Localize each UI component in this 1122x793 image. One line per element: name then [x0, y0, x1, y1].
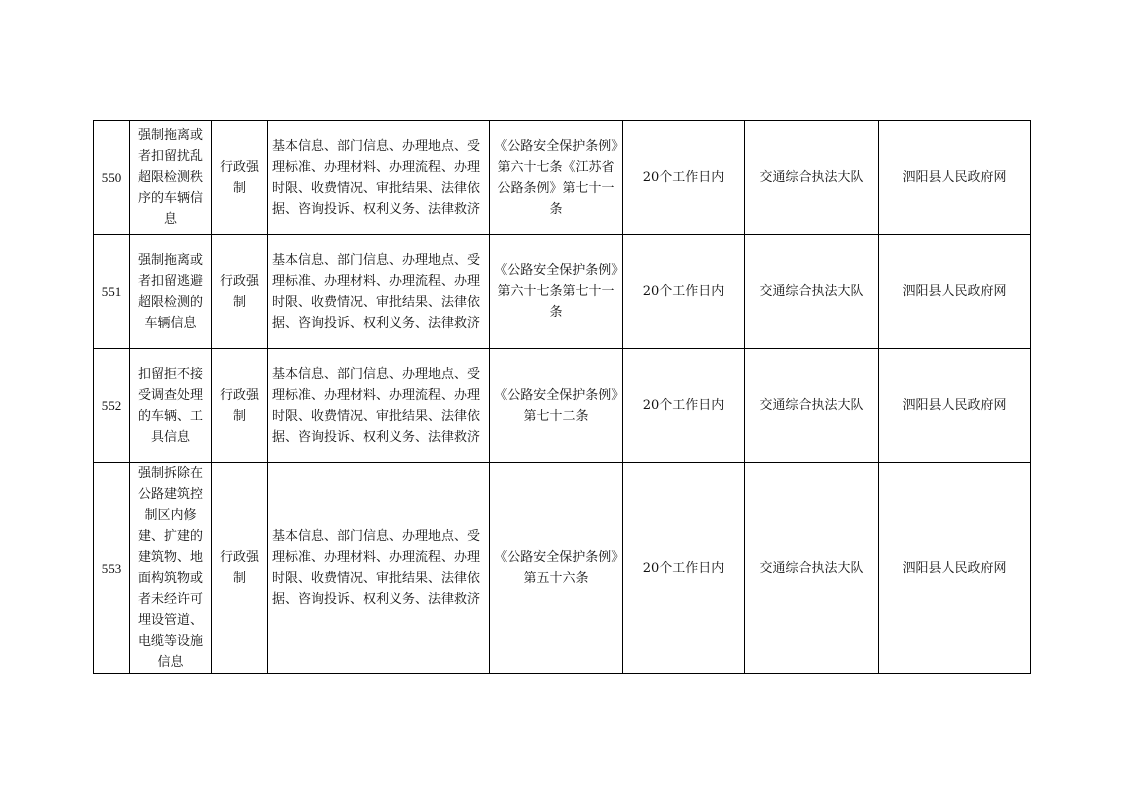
item-legal-basis: 《公路安全保护条例》第六十七条第七十一条 [490, 235, 623, 349]
item-content: 基本信息、部门信息、办理地点、受理标准、办理材料、办理流程、办理时限、收费情况、审批结果、法律依据、咨询投诉、权利义务、法律救济 [268, 463, 490, 674]
item-channel: 泗阳县人民政府网 [879, 463, 1031, 674]
disclosure-table [93, 120, 1031, 674]
item-department: 交通综合执法大队 [745, 463, 879, 674]
item-department: 交通综合执法大队 [745, 121, 879, 235]
item-number: 551 [94, 235, 130, 349]
item-time-limit: 20个工作日内 [623, 463, 745, 674]
item-legal-basis: 《公路安全保护条例》第六十七条《江苏省公路条例》第七十一条 [490, 121, 623, 235]
item-content: 基本信息、部门信息、办理地点、受理标准、办理材料、办理流程、办理时限、收费情况、审批结果、法律依据、咨询投诉、权利义务、法律救济 [268, 235, 490, 349]
item-legal-basis: 《公路安全保护条例》第五十六条 [490, 463, 623, 674]
item-channel: 泗阳县人民政府网 [879, 349, 1031, 463]
item-channel: 泗阳县人民政府网 [879, 121, 1031, 235]
table-row [94, 349, 1031, 463]
item-type: 行政强制 [212, 349, 268, 463]
item-department: 交通综合执法大队 [745, 349, 879, 463]
item-name: 强制拆除在公路建筑控制区内修建、扩建的建筑物、地面构筑物或者未经许可埋设管道、电缆等设施信息 [130, 463, 212, 674]
table-row [94, 463, 1031, 674]
item-time-limit: 20个工作日内 [623, 121, 745, 235]
item-channel: 泗阳县人民政府网 [879, 235, 1031, 349]
item-number: 552 [94, 349, 130, 463]
item-name: 扣留拒不接受调查处理的车辆、工具信息 [130, 349, 212, 463]
table-row [94, 121, 1031, 235]
item-type: 行政强制 [212, 235, 268, 349]
table-row [94, 235, 1031, 349]
item-content: 基本信息、部门信息、办理地点、受理标准、办理材料、办理流程、办理时限、收费情况、审批结果、法律依据、咨询投诉、权利义务、法律救济 [268, 349, 490, 463]
item-number: 553 [94, 463, 130, 674]
item-type: 行政强制 [212, 121, 268, 235]
item-number: 550 [94, 121, 130, 235]
item-content: 基本信息、部门信息、办理地点、受理标准、办理材料、办理流程、办理时限、收费情况、审批结果、法律依据、咨询投诉、权利义务、法律救济 [268, 121, 490, 235]
item-type: 行政强制 [212, 463, 268, 674]
item-department: 交通综合执法大队 [745, 235, 879, 349]
item-time-limit: 20个工作日内 [623, 349, 745, 463]
item-time-limit: 20个工作日内 [623, 235, 745, 349]
item-name: 强制拖离或者扣留逃避超限检测的车辆信息 [130, 235, 212, 349]
item-legal-basis: 《公路安全保护条例》第七十二条 [490, 349, 623, 463]
item-name: 强制拖离或者扣留扰乱超限检测秩序的车辆信息 [130, 121, 212, 235]
